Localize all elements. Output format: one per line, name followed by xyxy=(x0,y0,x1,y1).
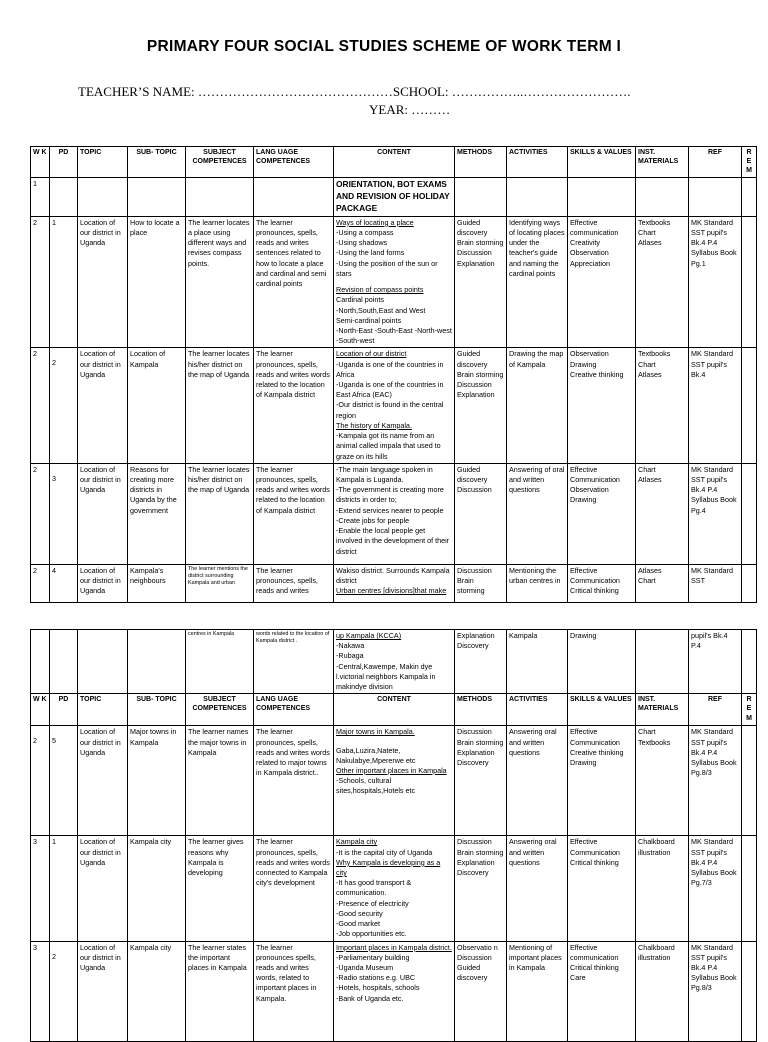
cell-wk: 2 xyxy=(31,726,50,836)
cell-skills: Effective Communication Creative thinking Drawing xyxy=(568,726,636,836)
header-pd: PD xyxy=(50,147,78,178)
cell-methods: Guided discovery Discussion xyxy=(455,463,507,564)
cell-ref: MK Standard SST pupil's Bk.4 P.4 Syllabus Book Pg.1 xyxy=(689,216,742,348)
cell-subject-competences: The learner locates a place using different ways and revises compass points. xyxy=(186,216,254,348)
cell-ref: MK Standard SST xyxy=(689,564,742,602)
cell-subject-competences: The learner locates his/her district on the map of Uganda xyxy=(186,463,254,564)
header-activities: ACTIVITIES xyxy=(507,147,568,178)
cell-ref: MK Standard SST pupil's Bk.4 xyxy=(689,348,742,463)
cell-materials: Chart Atlases xyxy=(636,463,689,564)
cell-topic: Location of our district in Uganda xyxy=(78,941,128,1041)
table-row xyxy=(31,178,757,217)
cell-activities: Identifying ways of locating places under the teacher's guide and naming the cardinal points xyxy=(507,216,568,348)
cell-methods: Guided discovery Brain storming Discussion Explanation xyxy=(455,348,507,463)
cell-methods: Observatio n Discussion Guided discovery xyxy=(455,941,507,1041)
cell-ref: MK Standard SST pupil's Bk.4 P.4 Syllabus Book Pg.4 xyxy=(689,463,742,564)
header-ref: REF xyxy=(689,147,742,178)
table-row xyxy=(31,726,757,836)
cell-ref: MK Standard SST pupil's Bk.4 P.4 Syllabus Book Pg.7/3 xyxy=(689,836,742,941)
cell-activities: Drawing the map of Kampala xyxy=(507,348,568,463)
header-methods: METHODS xyxy=(455,147,507,178)
cell-subtopic: Kampala city xyxy=(128,836,186,941)
cell-content: up Kampala (KCCA) -Nakawa -Rubaga -Central,Kawempe, Makin dye l.victorial neighbors Kampala in makindye division xyxy=(334,630,455,694)
cell-wk: 2 xyxy=(31,348,50,463)
table-row xyxy=(31,630,757,694)
scheme-table-page-1 xyxy=(30,146,757,603)
cell-methods: Discussion Brain storming Explanation Discovery xyxy=(455,836,507,941)
cell-pd: 5 xyxy=(50,726,78,836)
cell-content: Kampala city -It is the capital city of Uganda Why Kampala is developing as a city -It has good transport & communication. -Presence of electricity -Good security -Good market -Job opportunities etc. xyxy=(334,836,455,941)
cell-language-competences: The learner pronounces spells, reads and writes words, related to important places in Kampala. xyxy=(254,941,334,1041)
cell-wk: 2 xyxy=(31,564,50,602)
cell-topic: Location of our district in Uganda xyxy=(78,348,128,463)
cell-topic: Location of our district in Uganda xyxy=(78,836,128,941)
cell-topic: Location of our district in Uganda xyxy=(78,726,128,836)
cell-subject-competences: The learner locates his/her district on the map of Uganda xyxy=(186,348,254,463)
scheme-table-page-2 xyxy=(30,629,757,1042)
table-row xyxy=(31,463,757,564)
cell-topic: Location of our district in Uganda xyxy=(78,463,128,564)
header-wk: W K xyxy=(31,694,50,726)
teacher-school-line: TEACHER’S NAME: ………………………………………SCHOOL: ……………..……………………. xyxy=(78,84,631,99)
cell-wk: 1 xyxy=(31,178,50,217)
cell-language-competences: The learner pronounces, spells, reads and writes words related to the location of Kampala district xyxy=(254,463,334,564)
cell-subject-competences: centres in Kampala xyxy=(186,630,254,694)
cell-methods: Discussion Brain storming Explanation Discovery xyxy=(455,726,507,836)
cell-activities: Kampala xyxy=(507,630,568,694)
header-rem: R E M xyxy=(742,147,757,178)
cell-orientation: ORIENTATION, BOT EXAMS AND REVISION OF HOLIDAY PACKAGE xyxy=(334,178,455,217)
cell-methods: Explanation Discovery xyxy=(455,630,507,694)
cell-materials: Chalkboard illustration xyxy=(636,941,689,1041)
header-topic: TOPIC xyxy=(78,147,128,178)
cell-activities: Answering oral and written questions xyxy=(507,836,568,941)
cell-skills: Effective communication Creativity Observation Appreciation xyxy=(568,216,636,348)
cell-language-competences: The learner pronounces, spells, reads and writes words connected to Kampala city's development xyxy=(254,836,334,941)
header-skills-values: SKILLS & VALUES xyxy=(568,694,636,726)
cell-content: Important places in Kampala district. -Parliamentary building -Uganda Museum -Radio stations e.g. UBC -Hotels, hospitals, schools -Bank of Uganda etc. xyxy=(334,941,455,1041)
cell-subtopic: Major towns in Kampala xyxy=(128,726,186,836)
cell-subtopic: Kampala city xyxy=(128,941,186,1041)
cell-subtopic: How to locate a place xyxy=(128,216,186,348)
cell-subtopic: Kampala's neighbours xyxy=(128,564,186,602)
cell-pd: 3 xyxy=(50,463,78,564)
cell-skills: Effective Communication Critical thinking xyxy=(568,836,636,941)
cell-activities: Mentioning the urban centres in xyxy=(507,564,568,602)
table-row xyxy=(31,941,757,1041)
header-methods: METHODS xyxy=(455,694,507,726)
header-content: CONTENT xyxy=(334,147,455,178)
cell-pd: 1 xyxy=(50,836,78,941)
cell-language-competences: The learner pronounces, spells, reads and writes words related to major towns in Kampala district.. xyxy=(254,726,334,836)
header-row xyxy=(31,147,757,178)
table-row xyxy=(31,564,757,602)
cell-materials: Chart Textbooks xyxy=(636,726,689,836)
cell-content: -The main language spoken in Kampala is Luganda. -The government is creating more districts in order to; -Extend services nearer to people -Create jobs for people -Enable the local people get involved in the development of their district xyxy=(334,463,455,564)
table-row xyxy=(31,348,757,463)
header-activities: ACTIVITIES xyxy=(507,694,568,726)
cell-pd: 2 xyxy=(50,348,78,463)
header-rem: R E M xyxy=(742,694,757,726)
header-language-competences: LANG UAGE COMPETENCES xyxy=(254,147,334,178)
header-pd: PD xyxy=(50,694,78,726)
cell-language-competences: The learner pronounces, spells, reads and writes words related to the location of Kampala district xyxy=(254,348,334,463)
cell-subject-competences: The learner states the important places in Kampala xyxy=(186,941,254,1041)
header-subtopic: SUB- TOPIC xyxy=(128,147,186,178)
header-instructional-materials: INST. MATERIALS xyxy=(636,147,689,178)
cell-topic: Location of our district in Uganda xyxy=(78,564,128,602)
cell-ref: MK Standard SST pupil's Bk.4 P.4 Syllabus Book Pg.8/3 xyxy=(689,941,742,1041)
table-row xyxy=(31,836,757,941)
cell-subject-competences: The learner names the major towns in Kampala xyxy=(186,726,254,836)
cell-activities: Answering oral and written questions xyxy=(507,726,568,836)
cell-content: Major towns in Kampala. Gaba,Luzira,Natete, Nakulabye,Mpererwe etc Other important places in Kampala -Schools, cultural sites,hospitals,Hotels etc xyxy=(334,726,455,836)
cell-content: Ways of locating a place -Using a compass -Using shadows -Using the land forms -Using the position of the sun or stars Revision of compass points Cardinal points -North,South,East and West Semi-cardinal points -North-East -South-East -North-west -South-west xyxy=(334,216,455,348)
cell-skills: Effective Communication Critical thinking xyxy=(568,564,636,602)
header-subject-competences: SUBJECT COMPETENCES xyxy=(186,147,254,178)
cell-topic: Location of our district in Uganda xyxy=(78,216,128,348)
cell-materials: Chalkboard illustration xyxy=(636,836,689,941)
cell-activities: Answering of oral and written questions xyxy=(507,463,568,564)
year-line: YEAR: ……… xyxy=(369,102,451,117)
cell-materials: Atlases Chart xyxy=(636,564,689,602)
table-row xyxy=(31,216,757,348)
cell-skills: Effective Communication Observation Drawing xyxy=(568,463,636,564)
header-row xyxy=(31,694,757,726)
header-skills-values: SKILLS & VALUES xyxy=(568,147,636,178)
header-topic: TOPIC xyxy=(78,694,128,726)
cell-wk: 3 xyxy=(31,836,50,941)
cell-content: Location of our district -Uganda is one of the countries in Africa -Uganda is one of the countries in East Africa (EAC) -Our district is found in the central region The history of Kampala. -Kampala got its name from an animal called impala that used to graze on its hills xyxy=(334,348,455,463)
header-instructional-materials: INST. MATERIALS xyxy=(636,694,689,726)
cell-language-competences: The learner pronounces, spells, reads and writes sentences related to how to locate a place and cardinal and semi cardinal points xyxy=(254,216,334,348)
header-language-competences: LANG UAGE COMPETENCES xyxy=(254,694,334,726)
cell-pd: 2 xyxy=(50,941,78,1041)
cell-activities: Mentioning of important places in Kampala xyxy=(507,941,568,1041)
cell-subtopic: Location of Kampala xyxy=(128,348,186,463)
cell-skills: Drawing xyxy=(568,630,636,694)
cell-ref: MK Standard SST pupil's Bk.4 P.4 Syllabus Book Pg.8/3 xyxy=(689,726,742,836)
cell-subject-competences: The learner mentions the district surrounding Kampala and urban xyxy=(186,564,254,602)
cell-pd: 1 xyxy=(50,216,78,348)
cell-subject-competences: The learner gives reasons why Kampala is developing xyxy=(186,836,254,941)
cell-content: Wakiso district. Surrounds Kampala district Urban centres [divisions]that make xyxy=(334,564,455,602)
cell-wk: 2 xyxy=(31,463,50,564)
cell-pd: 4 xyxy=(50,564,78,602)
page-title: PRIMARY FOUR SOCIAL STUDIES SCHEME OF WORK TERM I xyxy=(146,38,622,55)
cell-language-competences: words related to the location of Kampala district . xyxy=(254,630,334,694)
cell-methods: Discussion Brain storming xyxy=(455,564,507,602)
cell-wk: 3 xyxy=(31,941,50,1041)
cell-skills: Observation Drawing Creative thinking xyxy=(568,348,636,463)
header-ref: REF xyxy=(689,694,742,726)
header-wk: W K xyxy=(31,147,50,178)
cell-language-competences: The learner pronounces, spells, reads and writes xyxy=(254,564,334,602)
cell-methods: Guided discovery Brain storming Discussion Explanation xyxy=(455,216,507,348)
header-content: CONTENT xyxy=(334,694,455,726)
header-subtopic: SUB- TOPIC xyxy=(128,694,186,726)
cell-materials: Textbooks Chart Atlases xyxy=(636,216,689,348)
cell-ref: pupil's Bk.4 P.4 xyxy=(689,630,742,694)
cell-subtopic: Reasons for creating more districts in Uganda by the government xyxy=(128,463,186,564)
cell-materials: Textbooks Chart Atlases xyxy=(636,348,689,463)
cell-skills: Effective communication Critical thinking Care xyxy=(568,941,636,1041)
header-subject-competences: SUBJECT COMPETENCES xyxy=(186,694,254,726)
cell-wk: 2 xyxy=(31,216,50,348)
